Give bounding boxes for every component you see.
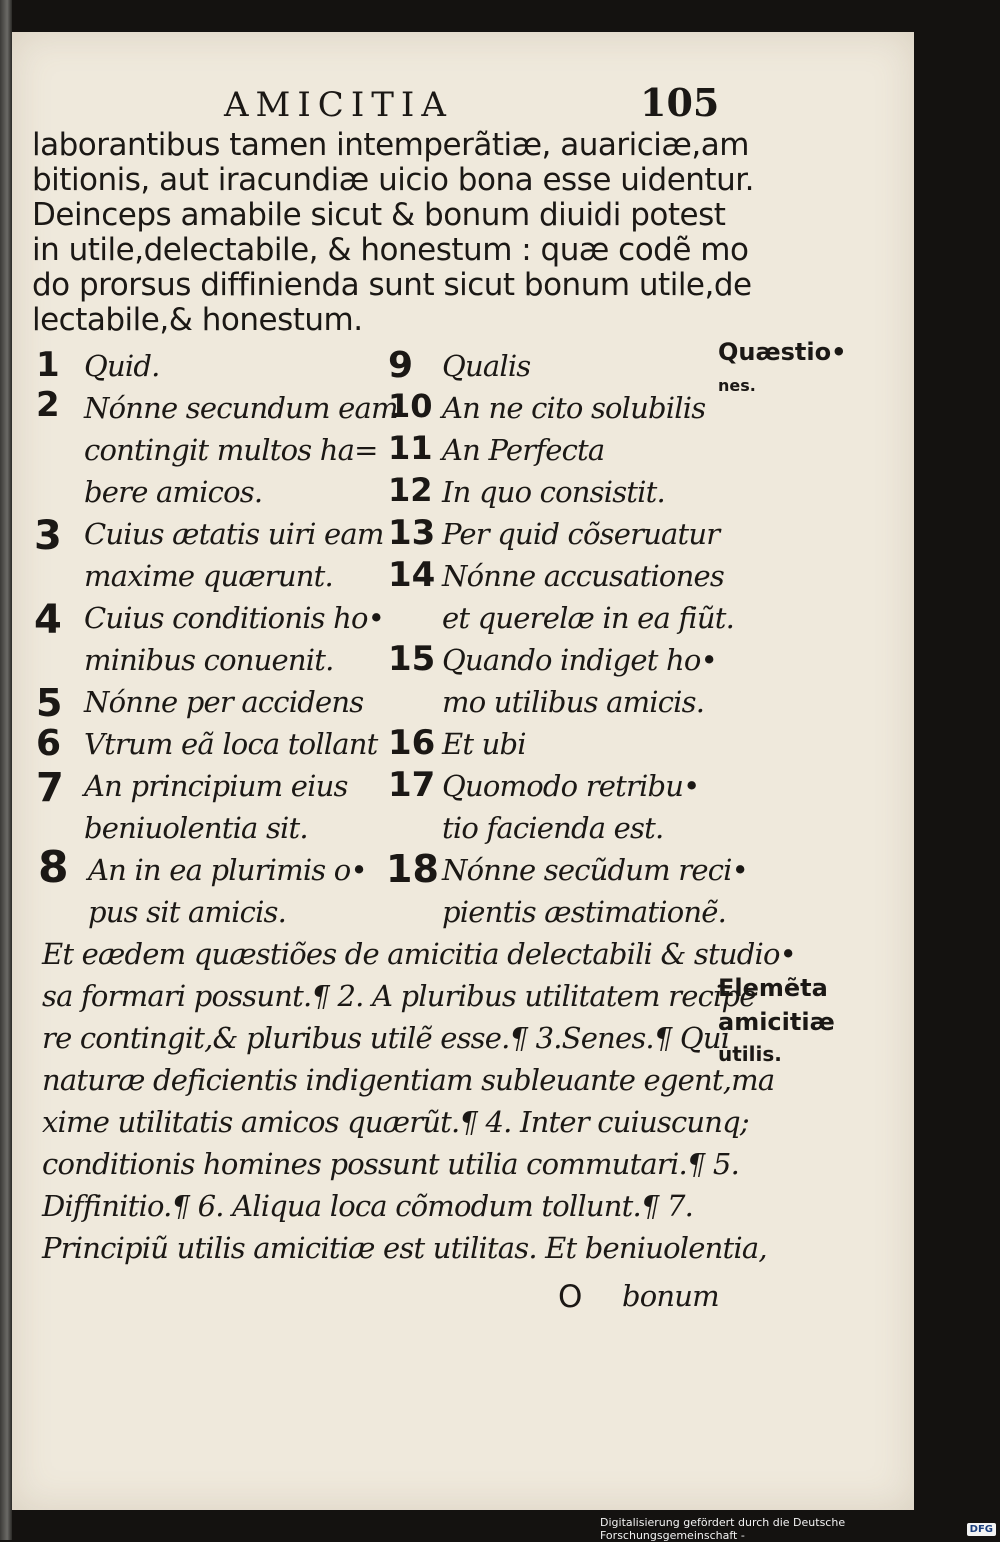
question-text: Nónne secũdum reci•	[442, 853, 748, 887]
margin-note-line: Elemẽta	[718, 974, 828, 1002]
question-text: Nónne accusationes	[442, 559, 724, 593]
question-number: 8	[38, 842, 69, 893]
question-text: pientis æstimationẽ.	[442, 895, 727, 929]
question-number: 14	[388, 555, 436, 595]
intro-line: bitionis, aut iracundiæ uicio bona esse uidentur.	[32, 162, 754, 198]
question-text: beniuolentia sit.	[84, 811, 308, 845]
question-text: Nónne per accidens	[84, 685, 364, 719]
question-text: et querelæ in ea fiũt.	[442, 601, 735, 635]
question-number: 5	[36, 681, 63, 725]
question-text: Nónne secundum eam	[84, 391, 398, 425]
credit-text: Digitalisierung gefördert durch die Deutsche Forschungsgemeinschaft -	[600, 1516, 846, 1542]
question-number: 4	[34, 597, 62, 643]
question-number: 12	[388, 471, 433, 509]
question-number: 7	[36, 765, 64, 811]
question-number: 11	[388, 429, 433, 467]
question-text: pus sit amicis.	[88, 895, 287, 929]
question-text: In quo consistit.	[442, 475, 665, 509]
question-text: Et ubi	[442, 727, 526, 761]
body-line: Et eædem quæstiões de amicitia delectabili & studio•	[42, 937, 796, 971]
question-number: 10	[388, 387, 433, 425]
question-number: 17	[388, 765, 436, 805]
running-title: AMICITIA	[224, 85, 453, 125]
question-number: 1	[36, 345, 60, 385]
body-line: sa formari possunt.¶ 2. A pluribus utilitatem recipe	[42, 979, 756, 1013]
question-text: Per quid cõseruatur	[442, 517, 720, 551]
question-text: tio facienda est.	[442, 811, 664, 845]
question-text: Qualis	[442, 349, 531, 383]
question-text: An principium eius	[84, 769, 348, 803]
question-number: 18	[386, 847, 439, 891]
question-text: mo utilibus amicis.	[442, 685, 705, 719]
question-number: 6	[36, 723, 62, 764]
folio-number: 105	[640, 80, 720, 125]
question-number: 2	[36, 385, 60, 425]
book-spine-edge	[0, 0, 12, 1540]
body-line: naturæ deficientis indigentiam subleuante egent,ma	[42, 1063, 775, 1097]
question-number: 16	[388, 723, 436, 763]
dfg-logo: DFG	[967, 1523, 996, 1536]
margin-note-line: nes.	[718, 376, 756, 395]
body-line: Principiũ utilis amicitiæ est utilitas. Et beniuolentia,	[42, 1231, 767, 1265]
margin-note-line: amicitiæ	[718, 1008, 835, 1036]
question-text: bere amicos.	[84, 475, 263, 509]
question-text: Quando indiget ho•	[442, 643, 717, 677]
question-text: An ne cito solubilis	[442, 391, 706, 425]
question-text: Vtrum eã loca tollant	[84, 727, 378, 761]
question-text: An Perfecta	[442, 433, 605, 467]
question-text: maxime quærunt.	[84, 559, 333, 593]
margin-note-line: Quæstio•	[718, 338, 847, 366]
signature-mark: O	[558, 1279, 582, 1315]
intro-line: do prorsus diffinienda sunt sicut bonum utile,de	[32, 267, 752, 303]
digitization-credit	[600, 1516, 996, 1542]
book-page	[12, 32, 914, 1510]
question-text: contingit multos ha=	[84, 433, 378, 467]
question-text: Quomodo retribu•	[442, 769, 700, 803]
body-line: conditionis homines possunt utilia commutari.¶ 5.	[42, 1147, 740, 1181]
catchword: bonum	[622, 1279, 719, 1313]
question-text: Cuius ætatis uiri eam	[84, 517, 384, 551]
body-line: xime utilitatis amicos quærũt.¶ 4. Inter cuiuscunq;	[42, 1105, 749, 1139]
intro-line: in utile,delectabile, & honestum : quæ codẽ mo	[32, 232, 749, 268]
question-number: 3	[34, 513, 62, 559]
intro-line: lectabile,& honestum.	[32, 302, 363, 338]
question-text: An in ea plurimis o•	[88, 853, 367, 887]
question-number: 9	[388, 345, 414, 386]
question-text: Quid.	[84, 349, 160, 383]
question-text: minibus conuenit.	[84, 643, 334, 677]
margin-note-line: utilis.	[718, 1042, 782, 1066]
question-text: Cuius conditionis ho•	[84, 601, 385, 635]
body-line: Diffinitio.¶ 6. Aliqua loca cõmodum tollunt.¶ 7.	[42, 1189, 694, 1223]
question-number: 13	[388, 513, 436, 553]
intro-line: Deinceps amabile sicut & bonum diuidi potest	[32, 197, 726, 233]
question-number: 15	[388, 639, 436, 679]
body-line: re contingit,& pluribus utilẽ esse.¶ 3.Senes.¶ Qui	[42, 1021, 730, 1055]
intro-line: laborantibus tamen intemperãtiæ, auariciæ,am	[32, 127, 749, 163]
